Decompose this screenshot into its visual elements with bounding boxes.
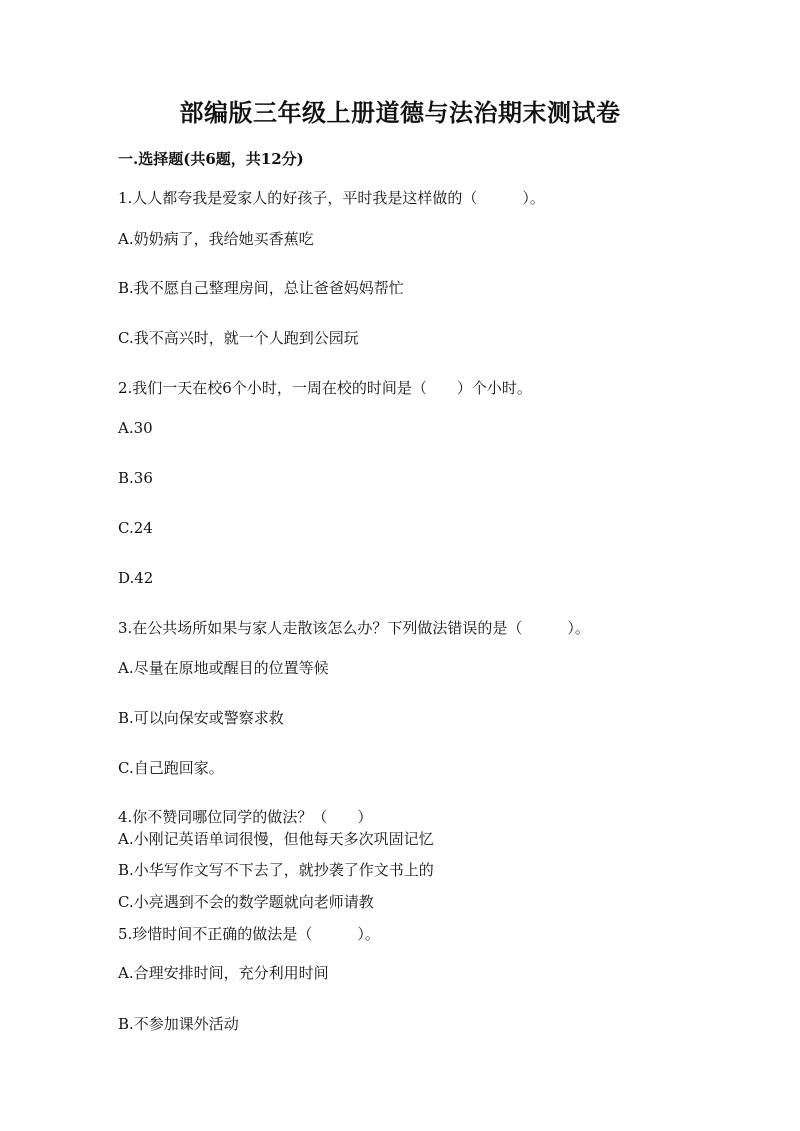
question-2-option-c: C.24	[118, 519, 153, 537]
question-5-option-b: B.不参加课外活动	[118, 1015, 239, 1033]
question-1-option-b: B.我不愿自己整理房间，总让爸爸妈妈帮忙	[118, 279, 404, 297]
question-1-stem: 1.人人都夸我是爱家人的好孩子，平时我是这样做的（ ）。	[118, 189, 545, 207]
question-3-option-a: A.尽量在原地或醒目的位置等候	[118, 659, 329, 677]
question-4-stem: 4.你不赞同哪位同学的做法？（ ）	[118, 808, 373, 826]
question-1-option-c: C.我不高兴时，就一个人跑到公园玩	[118, 329, 359, 347]
question-2-option-b: B.36	[118, 469, 153, 487]
question-2-stem: 2.我们一天在校6个小时，一周在校的时间是（ ）个小时。	[118, 379, 532, 397]
question-5-option-a: A.合理安排时间，充分利用时间	[118, 964, 329, 982]
question-3-option-c: C.自己跑回家。	[118, 759, 224, 777]
page-title: 部编版三年级上册道德与法治期末测试卷	[179, 98, 621, 127]
question-4-option-c: C.小亮遇到不会的数学题就向老师请教	[118, 893, 374, 911]
question-4-option-a: A.小刚记英语单词很慢，但他每天多次巩固记忆	[118, 830, 434, 848]
question-3-option-b: B.可以向保安或警察求救	[118, 709, 284, 727]
question-5-stem: 5.珍惜时间不正确的做法是（ ）。	[118, 925, 380, 943]
question-3-stem: 3.在公共场所如果与家人走散该怎么办？下列做法错误的是（ ）。	[118, 619, 590, 637]
question-2-option-a: A.30	[118, 419, 153, 437]
section-heading: 一.选择题(共6题，共12分)	[118, 150, 304, 168]
question-4-option-b: B.小华写作文写不下去了，就抄袭了作文书上的	[118, 861, 434, 879]
question-1-option-a: A.奶奶病了，我给她买香蕉吃	[118, 230, 314, 248]
question-2-option-d: D.42	[118, 569, 154, 587]
